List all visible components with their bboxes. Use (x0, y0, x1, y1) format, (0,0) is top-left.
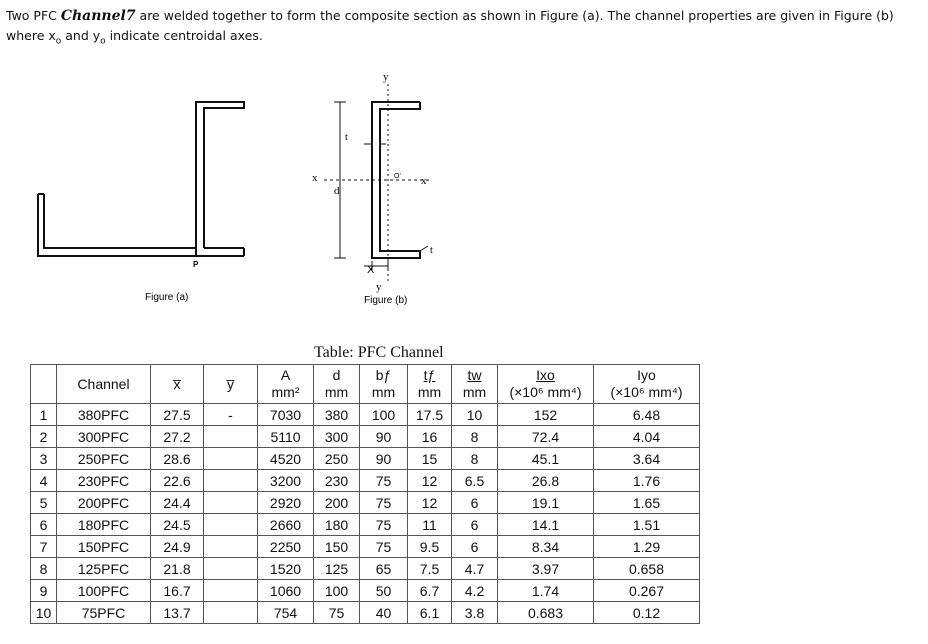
figure-a-caption: Figure (a) (145, 292, 189, 303)
ixo-value: 14.1 (498, 514, 594, 536)
row-index: 2 (31, 426, 57, 448)
header-tf-unit: mm (417, 384, 442, 400)
yo-top-label: y (383, 71, 389, 83)
tf-value: 11 (408, 514, 452, 536)
row-index: 1 (31, 404, 57, 426)
table-header-row (31, 365, 700, 404)
header-ybar: y̅ (204, 365, 258, 404)
table-row (31, 536, 700, 558)
header-depth-unit: mm (324, 384, 349, 400)
xbar-value: 27.2 (151, 426, 204, 448)
ybar-value (204, 602, 258, 624)
tf-value: 15 (408, 448, 452, 470)
row-index: 6 (31, 514, 57, 536)
table-row (31, 492, 700, 514)
header-channel: Channel (57, 365, 151, 404)
tw-value: 8 (452, 448, 498, 470)
header-xbar: x̅ (151, 365, 204, 404)
centroid-label: O' (394, 173, 401, 180)
xbar-dimension-label: X (367, 264, 375, 276)
bf-value: 75 (360, 470, 408, 492)
depth-value: 230 (314, 470, 360, 492)
iyo-value: 3.64 (594, 448, 700, 470)
header-iyo-unit: (×10⁶ mm⁴) (610, 384, 683, 400)
header-tf-label: tƒ (423, 367, 436, 383)
ybar-value: - (204, 404, 258, 426)
header-area-label: A (280, 367, 291, 383)
row-index: 3 (31, 448, 57, 470)
area-value: 4520 (258, 448, 314, 470)
figure-a (38, 102, 244, 256)
iyo-value: 1.51 (594, 514, 700, 536)
header-depth-label: d (332, 367, 341, 383)
ybar-value (204, 492, 258, 514)
xbar-value: 21.8 (151, 558, 204, 580)
bf-value: 65 (360, 558, 408, 580)
bf-value: 40 (360, 602, 408, 624)
figures-diagram (0, 60, 928, 345)
tw-value: 6.5 (452, 470, 498, 492)
d-label: d (334, 185, 340, 197)
channel-name: 250PFC (57, 448, 151, 470)
header-bf (360, 365, 408, 404)
depth-value: 380 (314, 404, 360, 426)
figure-b-caption: Figure (b) (364, 295, 408, 306)
sub-o-2: o (100, 36, 106, 47)
iyo-value: 1.76 (594, 470, 700, 492)
iyo-value: 0.267 (594, 580, 700, 602)
xo-right-label: x (421, 175, 427, 187)
tf-value: 17.5 (408, 404, 452, 426)
yo-bottom-label: y (376, 281, 382, 293)
area-value: 1520 (258, 558, 314, 580)
header-ixo-label: Ixo (536, 367, 555, 383)
tw-value: 4.7 (452, 558, 498, 580)
tf-value: 7.5 (408, 558, 452, 580)
xbar-value: 24.5 (151, 514, 204, 536)
bf-value: 75 (360, 536, 408, 558)
bf-value: 75 (360, 514, 408, 536)
ixo-value: 45.1 (498, 448, 594, 470)
ixo-value: 26.8 (498, 470, 594, 492)
xbar-value: 28.6 (151, 448, 204, 470)
iyo-value: 6.48 (594, 404, 700, 426)
ybar-value (204, 514, 258, 536)
ybar-value (204, 580, 258, 602)
table-row (31, 448, 700, 470)
ixo-value: 152 (498, 404, 594, 426)
bf-value: 90 (360, 448, 408, 470)
tw-value: 6 (452, 492, 498, 514)
xo-left-label: x (312, 172, 318, 184)
sub-o-1: o (55, 36, 62, 47)
ixo-value: 3.97 (498, 558, 594, 580)
tf-value: 12 (408, 470, 452, 492)
ixo-value: 72.4 (498, 426, 594, 448)
intro-text-2: are welded together to form the composite section as shown in Figure (a). The channel properties are given in Figure (b) where x (6, 8, 894, 43)
tw-value: 3.8 (452, 602, 498, 624)
pfc-channel-table (30, 364, 700, 624)
table-title: Table: PFC Channel (314, 344, 444, 361)
tw-value: 8 (452, 426, 498, 448)
figure-b (324, 84, 430, 282)
channel-name: 75PFC (57, 602, 151, 624)
area-value: 5110 (258, 426, 314, 448)
tw-value: 6 (452, 514, 498, 536)
area-value: 2660 (258, 514, 314, 536)
depth-value: 125 (314, 558, 360, 580)
channel-name: 180PFC (57, 514, 151, 536)
header-tw-unit: mm (462, 384, 487, 400)
iyo-value: 4.04 (594, 426, 700, 448)
bf-value: 50 (360, 580, 408, 602)
iyo-value: 1.29 (594, 536, 700, 558)
table-row (31, 404, 700, 426)
bf-value: 75 (360, 492, 408, 514)
depth-value: 200 (314, 492, 360, 514)
channel-name: 150PFC (57, 536, 151, 558)
row-index: 4 (31, 470, 57, 492)
channel-name: 125PFC (57, 558, 151, 580)
tf-value: 6.1 (408, 602, 452, 624)
row-index: 8 (31, 558, 57, 580)
xbar-value: 22.6 (151, 470, 204, 492)
header-ixo-unit: (×10⁶ mm⁴) (509, 384, 582, 400)
header-iyo (594, 365, 700, 404)
intro-text-1: Two PFC (6, 8, 61, 23)
row-index: 10 (31, 602, 57, 624)
iyo-value: 0.12 (594, 602, 700, 624)
ixo-value: 1.74 (498, 580, 594, 602)
xbar-value: 24.9 (151, 536, 204, 558)
header-ixo (498, 365, 594, 404)
tf-value: 12 (408, 492, 452, 514)
depth-value: 75 (314, 602, 360, 624)
tf-value: 6.7 (408, 580, 452, 602)
ixo-value: 19.1 (498, 492, 594, 514)
row-index: 7 (31, 536, 57, 558)
header-area-unit: mm² (271, 384, 300, 400)
header-tw (452, 365, 498, 404)
channel-name: 230PFC (57, 470, 151, 492)
depth-value: 300 (314, 426, 360, 448)
channel-name: 300PFC (57, 426, 151, 448)
ybar-value (204, 448, 258, 470)
tw-value: 4.2 (452, 580, 498, 602)
ybar-value (204, 558, 258, 580)
area-value: 2920 (258, 492, 314, 514)
tw-value: 6 (452, 536, 498, 558)
header-depth (314, 365, 360, 404)
table-row (31, 426, 700, 448)
depth-value: 100 (314, 580, 360, 602)
tw-value: 10 (452, 404, 498, 426)
tw-label: t (345, 132, 348, 143)
area-value: 2250 (258, 536, 314, 558)
channel-word: Channel7 (60, 8, 136, 24)
ybar-value (204, 470, 258, 492)
ixo-value: 0.683 (498, 602, 594, 624)
channel-name: 380PFC (57, 404, 151, 426)
iyo-value: 1.65 (594, 492, 700, 514)
point-p-label: P (193, 260, 199, 269)
table-row (31, 558, 700, 580)
depth-value: 180 (314, 514, 360, 536)
bf-value: 90 (360, 426, 408, 448)
row-index: 9 (31, 580, 57, 602)
table-row (31, 470, 700, 492)
header-tf (408, 365, 452, 404)
area-value: 3200 (258, 470, 314, 492)
tf-label: t (430, 245, 433, 256)
ybar-value (204, 426, 258, 448)
header-area (258, 365, 314, 404)
xbar-value: 16.7 (151, 580, 204, 602)
table-row (31, 580, 700, 602)
table-body (31, 404, 700, 624)
area-value: 1060 (258, 580, 314, 602)
channel-name: 100PFC (57, 580, 151, 602)
channel-name: 200PFC (57, 492, 151, 514)
tf-value: 9.5 (408, 536, 452, 558)
header-index (31, 365, 57, 404)
table-row (31, 602, 700, 624)
intro-text-3: and y (61, 28, 101, 43)
depth-value: 250 (314, 448, 360, 470)
xbar-value: 27.5 (151, 404, 204, 426)
tf-value: 16 (408, 426, 452, 448)
bf-value: 100 (360, 404, 408, 426)
problem-statement (6, 6, 921, 52)
intro-text-4: indicate centroidal axes. (105, 28, 263, 43)
area-value: 754 (258, 602, 314, 624)
ixo-value: 8.34 (498, 536, 594, 558)
row-index: 5 (31, 492, 57, 514)
header-tw-label: tw (467, 367, 482, 383)
area-value: 7030 (258, 404, 314, 426)
table-row (31, 514, 700, 536)
ybar-value (204, 536, 258, 558)
header-bf-unit: mm (371, 384, 396, 400)
xbar-value: 13.7 (151, 602, 204, 624)
xbar-value: 24.4 (151, 492, 204, 514)
iyo-value: 0.658 (594, 558, 700, 580)
depth-value: 150 (314, 536, 360, 558)
header-iyo-label: Iyo (637, 367, 656, 383)
header-bf-label: bƒ (375, 367, 392, 383)
